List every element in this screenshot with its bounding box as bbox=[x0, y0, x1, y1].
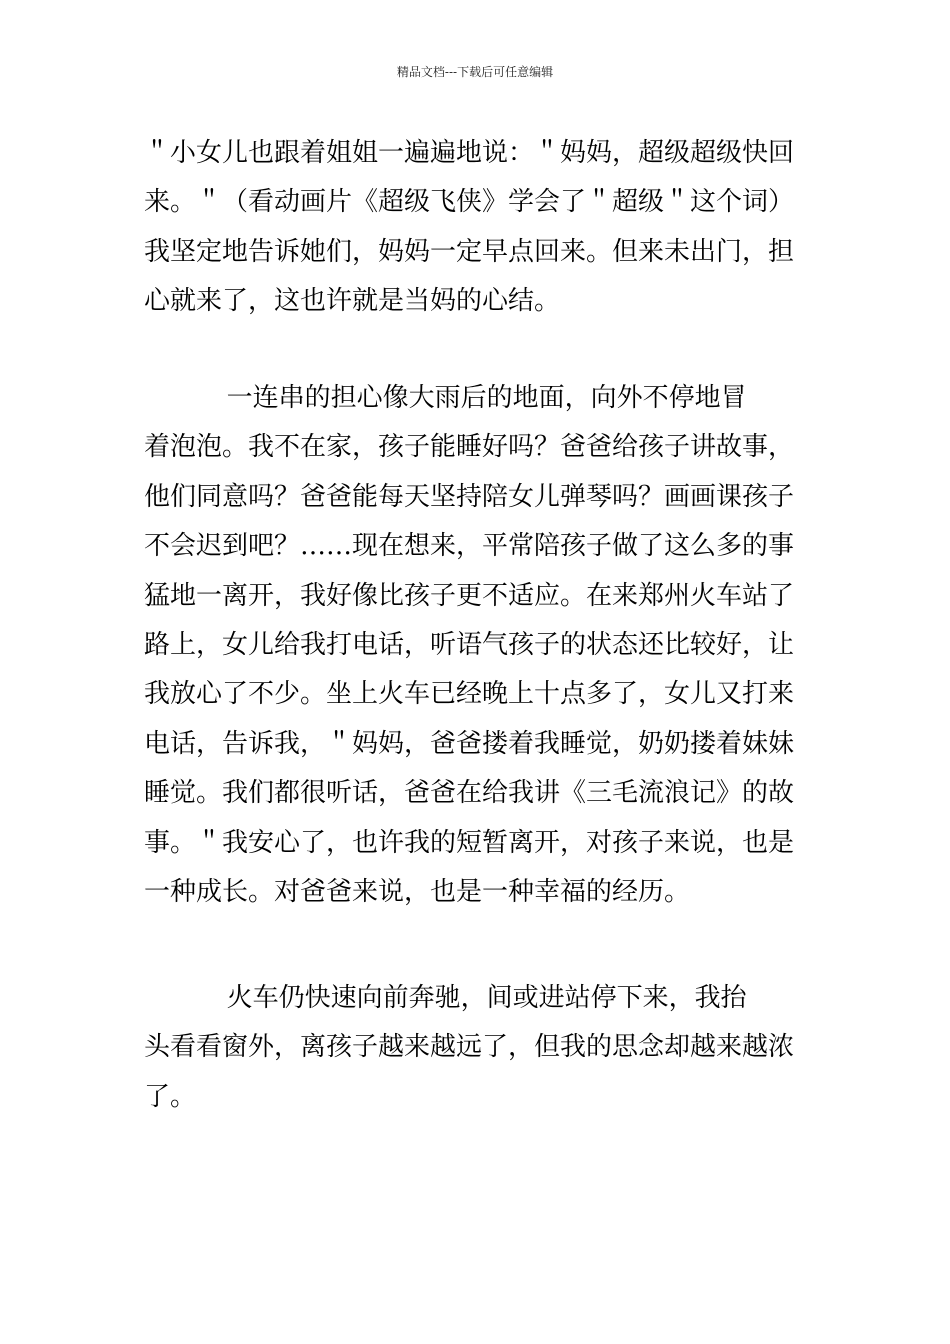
text-line: 一种成长。对爸爸来说，也是一种幸福的经历。 bbox=[144, 876, 691, 907]
text-line: 了。 bbox=[144, 1081, 197, 1112]
text-line: 一连串的担心像大雨后的地面，向外不停地冒 bbox=[144, 383, 747, 413]
text-line: 火车仍快速向前奔驰，间或进站停下来，我抬 bbox=[144, 983, 747, 1013]
page-header: 精品文档---下载后可任意编辑 bbox=[396, 65, 554, 79]
text-line: 我放心了不少。坐上火车已经晚上十点多了，女儿又打来 bbox=[144, 679, 795, 710]
text-line: 猛地一离开，我好像比孩子更不适应。在来郑州火车站了 bbox=[144, 580, 795, 611]
text-line: 睡觉。我们都很听话，爸爸在给我讲《三毛流浪记》的故 bbox=[144, 778, 795, 809]
text-line: 着泡泡。我不在家，孩子能睡好吗？爸爸给孩子讲故事， bbox=[144, 432, 795, 463]
paragraph-3 bbox=[144, 974, 806, 1122]
text-line: 他们同意吗？爸爸能每天坚持陪女儿弹琴吗？画画课孩子 bbox=[144, 481, 795, 512]
text-line: 路上，女儿给我打电话，听语气孩子的状态还比较好，让 bbox=[144, 629, 795, 660]
text-line: 头看看窗外，离孩子越来越远了，但我的思念却越来越浓 bbox=[144, 1032, 795, 1063]
paragraph-1 bbox=[144, 129, 806, 327]
text-line: 电话，告诉我，＂妈妈，爸爸搂着我睡觉，奶奶搂着妹妹 bbox=[144, 728, 795, 759]
text-line: ＂小女儿也跟着姐姐一遍遍地说：＂妈妈，超级超级快回 bbox=[144, 138, 795, 168]
text-line: 来。＂（看动画片《超级飞侠》学会了＂超级＂这个词） bbox=[144, 187, 795, 218]
text-line: 不会迟到吧？……现在想来，平常陪孩子做了这么多的事 bbox=[144, 531, 795, 562]
text-line: 心就来了，这也许就是当妈的心结。 bbox=[144, 286, 561, 317]
paragraph-2 bbox=[144, 374, 806, 917]
text-line: 事。＂我安心了，也许我的短暂离开，对孩子来说，也是 bbox=[144, 827, 795, 858]
text-line: 我坚定地告诉她们，妈妈一定早点回来。但来未出门，担 bbox=[144, 236, 795, 267]
